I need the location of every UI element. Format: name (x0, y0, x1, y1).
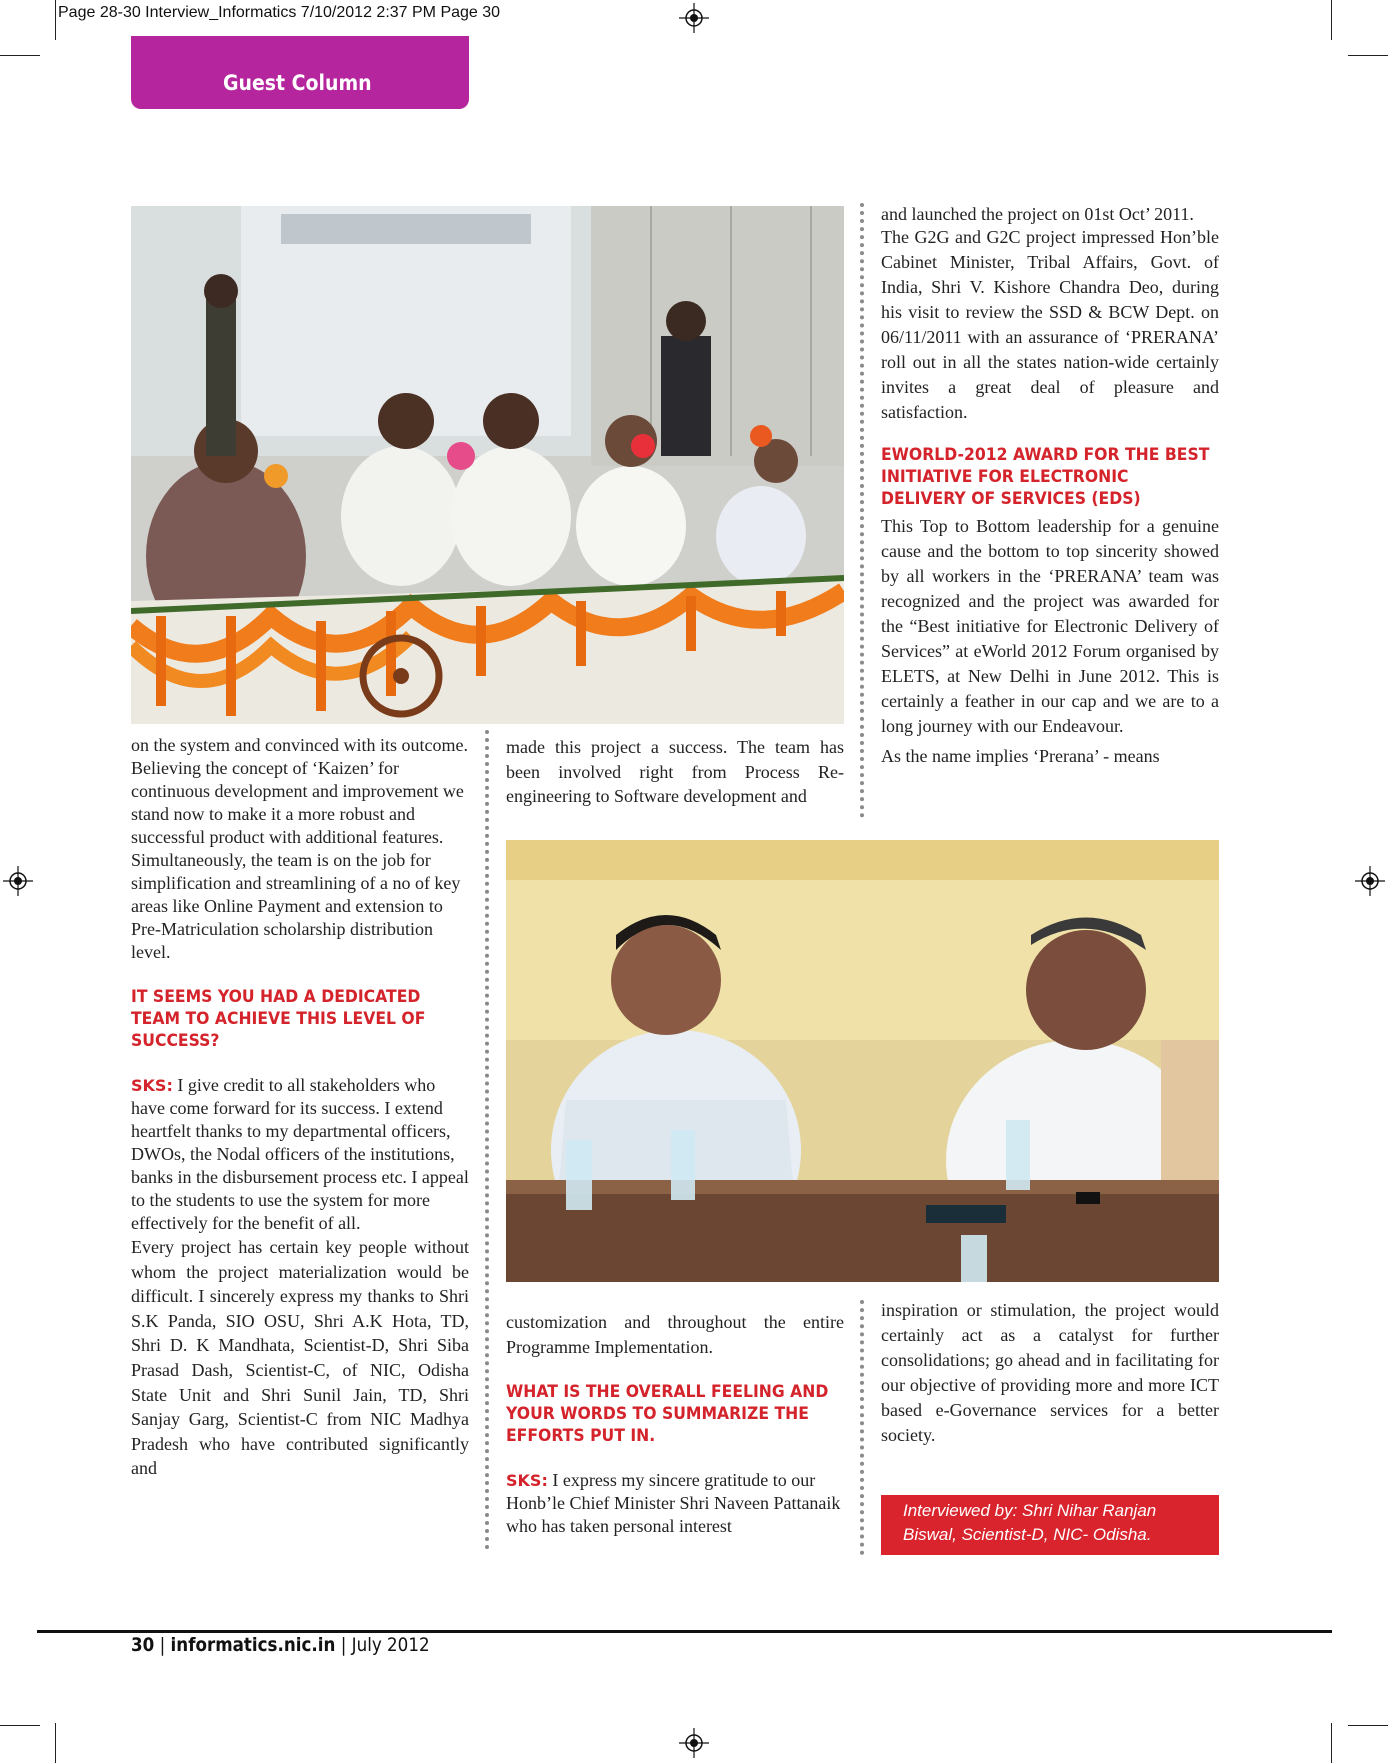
footer-issue: July 2012 (351, 1634, 430, 1656)
column-1 (131, 734, 469, 1481)
answer-text: I give credit to all stakeholders who have come forward for its success. I extend heartfelt thanks to my departmental officers, DWOs, the Nodal officers of the institutions, banks in the disbursement process etc. I appeal to the students to use the system for more effectively for the benefit of all. (131, 1075, 469, 1233)
footer-site: informatics.nic.in (170, 1634, 336, 1656)
body-paragraph: This Top to Bottom leadership for a genuine cause and the bottom to top sincerity showed by all workers in the ‘PRERANA’ team was recognized and the project was awarded for the “Best initiative for Electronic Delivery of Services” at eWorld 2012 Forum organised by ELETS, at New Delhi in June 2012. This is certainly a feather in our cap and we are to a long journey with our Endeavour. (881, 516, 1219, 736)
registration-mark-icon (3, 866, 33, 896)
footer-separator: | (159, 1634, 166, 1656)
page-footer (131, 1634, 430, 1656)
column-3-lower: inspiration or stimulation, the project would certainly act as a catalyst for further consolidations; go ahead and in facilitating for our objective of providing more and more ICT based e-Governance services for a better society. (881, 1300, 1219, 1445)
event-stage-photo (131, 206, 844, 724)
question-heading: WHAT IS THE OVERALL FEELING AND YOUR WORDS TO SUMMARIZE THE EFFORTS PUT IN. (506, 1382, 829, 1446)
column-divider (860, 1300, 864, 1555)
column-divider (485, 730, 489, 1550)
award-heading: EWORLD-2012 AWARD FOR THE BEST INITIATIVE FOR ELECTRONIC DELIVERY OF SERVICES (EDS) (881, 445, 1210, 509)
footer-separator: | (340, 1634, 347, 1656)
speaker-label: SKS: (131, 1076, 173, 1095)
body-paragraph: and launched the project on 01st Oct’ 2011. (881, 204, 1194, 224)
section-tab (131, 36, 469, 109)
registration-mark-icon (679, 1728, 709, 1758)
question-heading: IT SEEMS YOU HAD A DEDICATED TEAM TO ACHIEVE THIS LEVEL OF SUCCESS? (131, 987, 426, 1051)
body-paragraph: customization and throughout the entire Programme Implementation. (506, 1312, 844, 1357)
column-3 (881, 203, 1219, 769)
section-tab-label: Guest Column (223, 71, 372, 95)
meeting-photo (506, 840, 1219, 1282)
answer-paragraph (131, 1074, 469, 1235)
column-divider (860, 203, 864, 818)
column-2-lower (506, 1310, 844, 1538)
page-number: 30 (131, 1634, 155, 1656)
body-paragraph: As the name implies ‘Prerana’ - means (881, 746, 1160, 766)
speaker-label: SKS: (506, 1471, 548, 1490)
answer-text: I express my sincere gratitude to our Honb’le Chief Minister Shri Naveen Pattanaik who has taken personal interest (506, 1470, 841, 1536)
footer-rule (37, 1630, 1332, 1633)
body-paragraph: on the system and convinced with its outcome. Believing the concept of ‘Kaizen’ for continuous development and improvement we stand now to make it a more robust and successful product with additional features. Simultaneously, the team is on the job for simplification and streamlining of a no of key areas like Online Payment and extension to Pre-Matriculation scholarship distribution level. (131, 735, 468, 962)
answer-paragraph (506, 1469, 844, 1538)
column-2-upper: made this project a success. The team has been involved right from Process Re-engineering to Software development and (506, 737, 844, 806)
interviewer-credit: Interviewed by: Shri Nihar Ranjan Biswal, Scientist-D, NIC- Odisha. (903, 1501, 1157, 1544)
interviewer-credit-box (881, 1495, 1219, 1555)
body-paragraph: The G2G and G2C project impressed Hon’ble Cabinet Minister, Tribal Affairs, Govt. of India, Shri V. Kishore Chandra Deo, during his visit to review the SSD & BCW Dept. on 06/11/2011 with an assurance of ‘PRERANA’ roll out in all the states nation-wide certainly invites a great deal of pleasure and satisfaction. (881, 227, 1219, 422)
registration-mark-icon (679, 3, 709, 33)
body-paragraph: Every project has certain key people without whom the project materialization would be difficult. I sincerely express my thanks to Shri S.K Panda, SIO OSU, Shri A.K Hota, TD, Shri D. K Mandhata, Scientist-D, Shri Siba Prasad Dash, Scientist-C, of NIC, Odisha State Unit and Shri Sunil Jain, TD, Shri Sanjay Garg, Scientist-C from NIC Madhya Pradesh who have contributed significantly and (131, 1237, 469, 1479)
slug-line: Page 28-30 Interview_Informatics 7/10/2012 2:37 PM Page 30 (58, 4, 501, 21)
registration-mark-icon (1355, 866, 1385, 896)
